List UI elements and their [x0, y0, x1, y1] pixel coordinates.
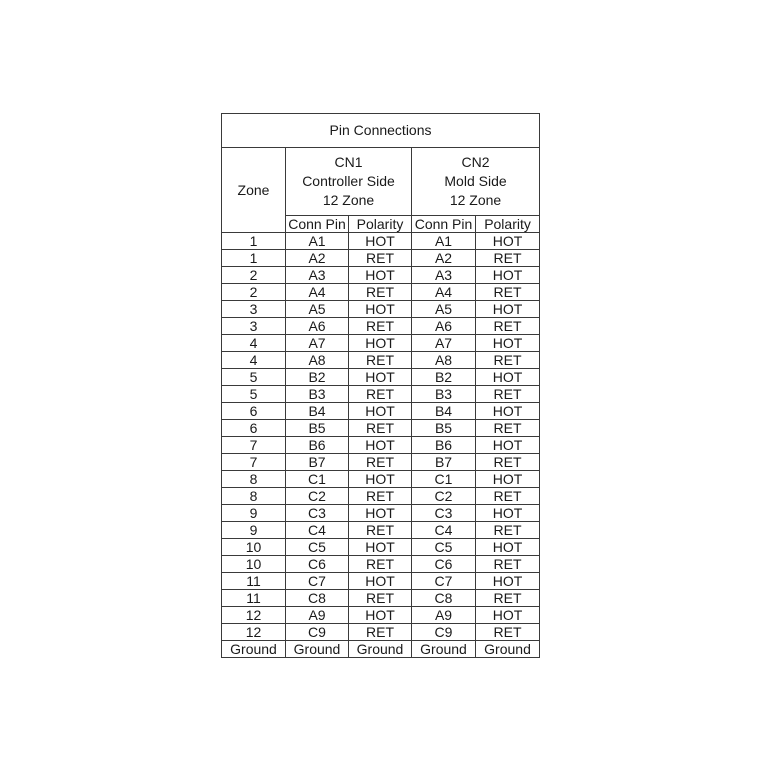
cn1-conn-pin-cell: C2 [286, 488, 349, 505]
cn1-polarity-cell: RET [349, 556, 412, 573]
cn2-conn-pin-cell: A1 [412, 233, 476, 250]
cn2-conn-pin-cell: C7 [412, 573, 476, 590]
cn2-conn-pin-cell: A9 [412, 607, 476, 624]
cn2-polarity-cell: Ground [476, 641, 540, 658]
cn1-conn-pin-cell: A2 [286, 250, 349, 267]
zone-cell: 11 [222, 573, 286, 590]
table-row [222, 284, 540, 301]
cn2-conn-pin-cell: C4 [412, 522, 476, 539]
title-row [222, 114, 540, 148]
cn1-polarity-cell: RET [349, 454, 412, 471]
cn2-conn-pin-cell: A7 [412, 335, 476, 352]
cn1-conn-pin-cell: B4 [286, 403, 349, 420]
zone-cell: 5 [222, 386, 286, 403]
cn1-conn-pin-cell: C9 [286, 624, 349, 641]
cn1-polarity-cell: HOT [349, 505, 412, 522]
cn1-polarity-cell: HOT [349, 233, 412, 250]
table-row [222, 522, 540, 539]
cn2-polarity-cell: HOT [476, 335, 540, 352]
cn2-conn-pin-cell: C3 [412, 505, 476, 522]
cn1-polarity-cell: RET [349, 488, 412, 505]
cn2-polarity-cell: HOT [476, 301, 540, 318]
table-row [222, 624, 540, 641]
zone-cell: 3 [222, 318, 286, 335]
zone-cell: 9 [222, 522, 286, 539]
table-row [222, 369, 540, 386]
cn1-conn-pin-cell: A6 [286, 318, 349, 335]
table-row [222, 267, 540, 284]
cn1-conn-pin-cell: C8 [286, 590, 349, 607]
cn2-polarity-cell: RET [476, 250, 540, 267]
zone-cell: 8 [222, 488, 286, 505]
zone-header: Zone [222, 148, 286, 233]
cn2-conn-pin-cell: A6 [412, 318, 476, 335]
cn2-polarity-cell: HOT [476, 505, 540, 522]
cn1-conn-pin-cell: B5 [286, 420, 349, 437]
cn1-polarity-cell: HOT [349, 607, 412, 624]
zone-cell: 2 [222, 267, 286, 284]
table-row [222, 233, 540, 250]
table-row [222, 607, 540, 624]
cn2-polarity-cell: HOT [476, 573, 540, 590]
cn2-polarity-cell: HOT [476, 539, 540, 556]
zone-cell: 12 [222, 624, 286, 641]
cn2-polarity-cell: HOT [476, 233, 540, 250]
cn1-polarity-cell: RET [349, 624, 412, 641]
pin-connections-table [221, 113, 540, 658]
cn1-polarity-cell: RET [349, 386, 412, 403]
table-row [222, 539, 540, 556]
zone-cell: 6 [222, 403, 286, 420]
zone-cell: 7 [222, 437, 286, 454]
cn2-conn-pin-cell: B3 [412, 386, 476, 403]
cn2-polarity-cell: RET [476, 454, 540, 471]
cn2-polarity-cell: HOT [476, 403, 540, 420]
table-row [222, 590, 540, 607]
table-row [222, 403, 540, 420]
cn1-polarity-cell: HOT [349, 403, 412, 420]
cn1-polarity-cell: RET [349, 284, 412, 301]
cn2-polarity-cell: HOT [476, 471, 540, 488]
cn1-conn-pin-cell: A5 [286, 301, 349, 318]
table-row [222, 488, 540, 505]
table-row [222, 471, 540, 488]
cn1-polarity-header: Polarity [349, 216, 412, 233]
cn2-polarity-cell: RET [476, 386, 540, 403]
cn2-side: Mold Side [444, 173, 507, 189]
cn1-conn-pin-cell: B6 [286, 437, 349, 454]
cn2-header [412, 148, 540, 216]
table-row [222, 318, 540, 335]
cn1-conn-pin-cell: A3 [286, 267, 349, 284]
cn1-side: Controller Side [302, 173, 395, 189]
cn1-polarity-cell: HOT [349, 369, 412, 386]
zone-cell: 11 [222, 590, 286, 607]
table-row [222, 420, 540, 437]
cn2-conn-pin-cell: B5 [412, 420, 476, 437]
cn1-zones: 12 Zone [322, 192, 375, 208]
cn1-polarity-cell: HOT [349, 573, 412, 590]
cn1-polarity-cell: RET [349, 352, 412, 369]
zone-cell: 6 [222, 420, 286, 437]
cn1-conn-pin-cell: A8 [286, 352, 349, 369]
cn1-conn-pin-cell: C7 [286, 573, 349, 590]
cn2-conn-pin-cell: C1 [412, 471, 476, 488]
table-row [222, 505, 540, 522]
cn1-polarity-cell: RET [349, 250, 412, 267]
table-row [222, 335, 540, 352]
cn1-polarity-cell: HOT [349, 301, 412, 318]
cn1-conn-pin-cell: C6 [286, 556, 349, 573]
cn1-polarity-cell: HOT [349, 437, 412, 454]
cn1-polarity-cell: RET [349, 590, 412, 607]
cn1-polarity-cell: RET [349, 522, 412, 539]
table-row [222, 641, 540, 658]
cn1-polarity-cell: HOT [349, 335, 412, 352]
cn2-conn-pin-cell: C6 [412, 556, 476, 573]
cn2-zones: 12 Zone [449, 192, 502, 208]
cn2-polarity-header: Polarity [476, 216, 540, 233]
cn2-conn-pin-cell: B2 [412, 369, 476, 386]
table-row [222, 301, 540, 318]
cn1-conn-pin-cell: C3 [286, 505, 349, 522]
cn1-polarity-cell: Ground [349, 641, 412, 658]
cn1-polarity-cell: RET [349, 318, 412, 335]
table-row [222, 250, 540, 267]
cn2-polarity-cell: HOT [476, 607, 540, 624]
zone-cell: 3 [222, 301, 286, 318]
cn2-polarity-cell: RET [476, 352, 540, 369]
zone-cell: 1 [222, 250, 286, 267]
zone-cell: 4 [222, 335, 286, 352]
zone-cell: 9 [222, 505, 286, 522]
table-title: Pin Connections [222, 114, 540, 148]
zone-cell: 1 [222, 233, 286, 250]
group-header-row [222, 148, 540, 216]
zone-cell: 10 [222, 539, 286, 556]
cn1-polarity-cell: HOT [349, 267, 412, 284]
cn1-polarity-cell: HOT [349, 539, 412, 556]
cn1-conn-pin-cell: Ground [286, 641, 349, 658]
cn2-polarity-cell: RET [476, 522, 540, 539]
cn2-polarity-cell: RET [476, 318, 540, 335]
cn2-conn-pin-cell: C9 [412, 624, 476, 641]
cn2-conn-pin-cell: A2 [412, 250, 476, 267]
cn2-conn-pin-cell: C2 [412, 488, 476, 505]
table-row [222, 556, 540, 573]
cn2-conn-pin-header: Conn Pin [412, 216, 476, 233]
table-row [222, 573, 540, 590]
zone-cell: 4 [222, 352, 286, 369]
cn2-conn-pin-cell: A3 [412, 267, 476, 284]
cn2-conn-pin-cell: B4 [412, 403, 476, 420]
cn2-polarity-cell: RET [476, 488, 540, 505]
table-row [222, 386, 540, 403]
cn1-conn-pin-cell: A9 [286, 607, 349, 624]
table-row [222, 437, 540, 454]
table-row [222, 352, 540, 369]
cn2-conn-pin-cell: A5 [412, 301, 476, 318]
cn2-conn-pin-cell: B7 [412, 454, 476, 471]
cn1-name: CN1 [334, 154, 363, 170]
cn1-conn-pin-cell: B3 [286, 386, 349, 403]
cn2-polarity-cell: HOT [476, 369, 540, 386]
zone-cell: 2 [222, 284, 286, 301]
zone-cell: 12 [222, 607, 286, 624]
zone-cell: 10 [222, 556, 286, 573]
cn1-conn-pin-cell: A1 [286, 233, 349, 250]
cn2-conn-pin-cell: Ground [412, 641, 476, 658]
cn2-polarity-cell: RET [476, 624, 540, 641]
cn2-conn-pin-cell: C5 [412, 539, 476, 556]
cn1-conn-pin-cell: C1 [286, 471, 349, 488]
cn2-conn-pin-cell: A8 [412, 352, 476, 369]
cn2-conn-pin-cell: C8 [412, 590, 476, 607]
cn2-conn-pin-cell: B6 [412, 437, 476, 454]
cn2-conn-pin-cell: A4 [412, 284, 476, 301]
cn1-conn-pin-cell: C5 [286, 539, 349, 556]
cn2-polarity-cell: RET [476, 590, 540, 607]
cn2-polarity-cell: RET [476, 284, 540, 301]
cn2-polarity-cell: HOT [476, 267, 540, 284]
cn2-polarity-cell: RET [476, 420, 540, 437]
cn2-name: CN2 [461, 154, 490, 170]
cn1-conn-pin-cell: A7 [286, 335, 349, 352]
zone-cell: 5 [222, 369, 286, 386]
cn2-polarity-cell: HOT [476, 437, 540, 454]
cn1-conn-pin-cell: C4 [286, 522, 349, 539]
cn1-conn-pin-header: Conn Pin [286, 216, 349, 233]
cn1-conn-pin-cell: A4 [286, 284, 349, 301]
cn2-polarity-cell: RET [476, 556, 540, 573]
zone-cell: 8 [222, 471, 286, 488]
table-body [222, 233, 540, 658]
cn1-conn-pin-cell: B2 [286, 369, 349, 386]
cn1-polarity-cell: RET [349, 420, 412, 437]
cn1-conn-pin-cell: B7 [286, 454, 349, 471]
cn1-polarity-cell: HOT [349, 471, 412, 488]
zone-cell: Ground [222, 641, 286, 658]
zone-cell: 7 [222, 454, 286, 471]
cn1-header [286, 148, 412, 216]
table-row [222, 454, 540, 471]
